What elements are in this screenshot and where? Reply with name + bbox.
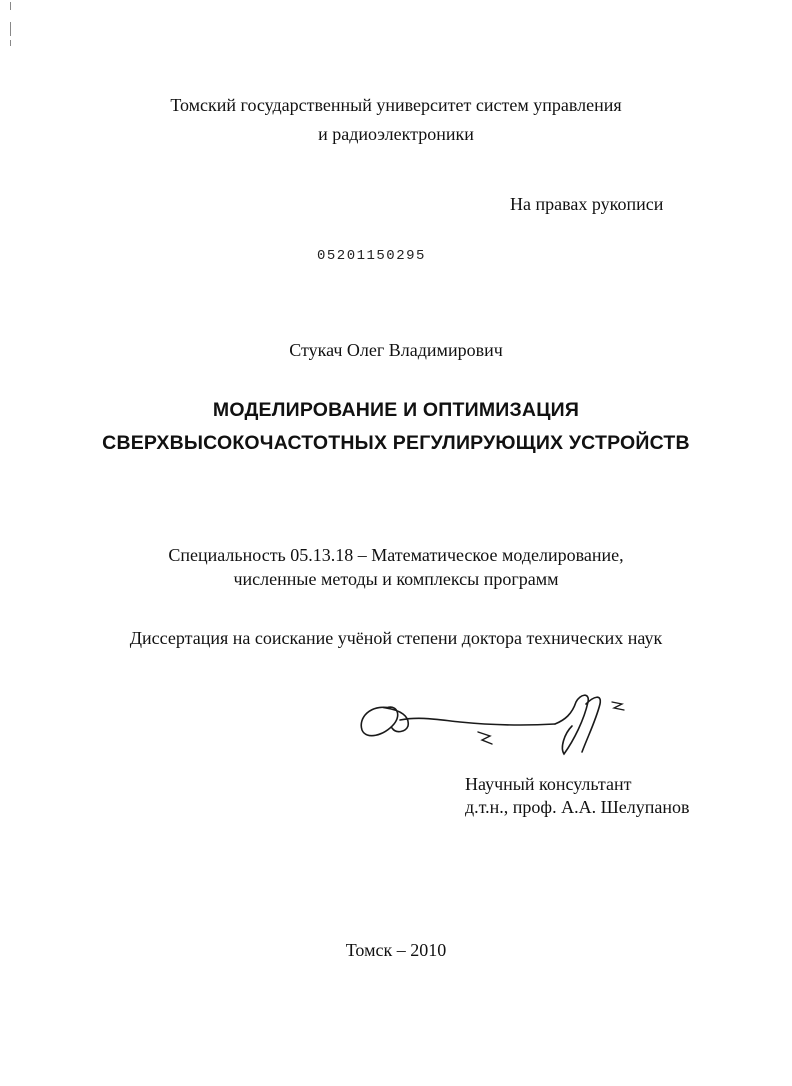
city-year: Томск – 2010 xyxy=(345,940,447,960)
dissertation-title-line-1: МОДЕЛИРОВАНИЕ И ОПТИМИЗАЦИЯ xyxy=(212,399,580,421)
library-stamp-number: 05201150295 xyxy=(317,248,426,264)
scan-artifact xyxy=(10,22,11,36)
specialty-line-1: Специальность 05.13.18 – Математическое моделирование, xyxy=(168,545,624,565)
institution-line-1: Томский государственный университет систем управления xyxy=(170,95,622,115)
author-name: Стукач Олег Владимирович xyxy=(289,340,503,360)
specialty-line-2: численные методы и комплексы программ xyxy=(233,569,559,589)
consultant-label: Научный консультант xyxy=(465,774,632,794)
handwritten-signature xyxy=(350,690,640,760)
degree-line: Диссертация на соискание учёной степени доктора технических наук xyxy=(129,628,663,648)
dissertation-title-line-2: СВЕРХВЫСОКОЧАСТОТНЫХ РЕГУЛИРУЮЩИХ УСТРОЙСТВ xyxy=(102,432,690,454)
manuscript-note: На правах рукописи xyxy=(510,194,664,214)
scan-artifact xyxy=(10,40,11,46)
consultant-name: д.т.н., проф. А.А. Шелупанов xyxy=(465,797,690,817)
institution-line-2: и радиоэлектроники xyxy=(318,124,474,144)
scan-artifact xyxy=(10,2,11,10)
